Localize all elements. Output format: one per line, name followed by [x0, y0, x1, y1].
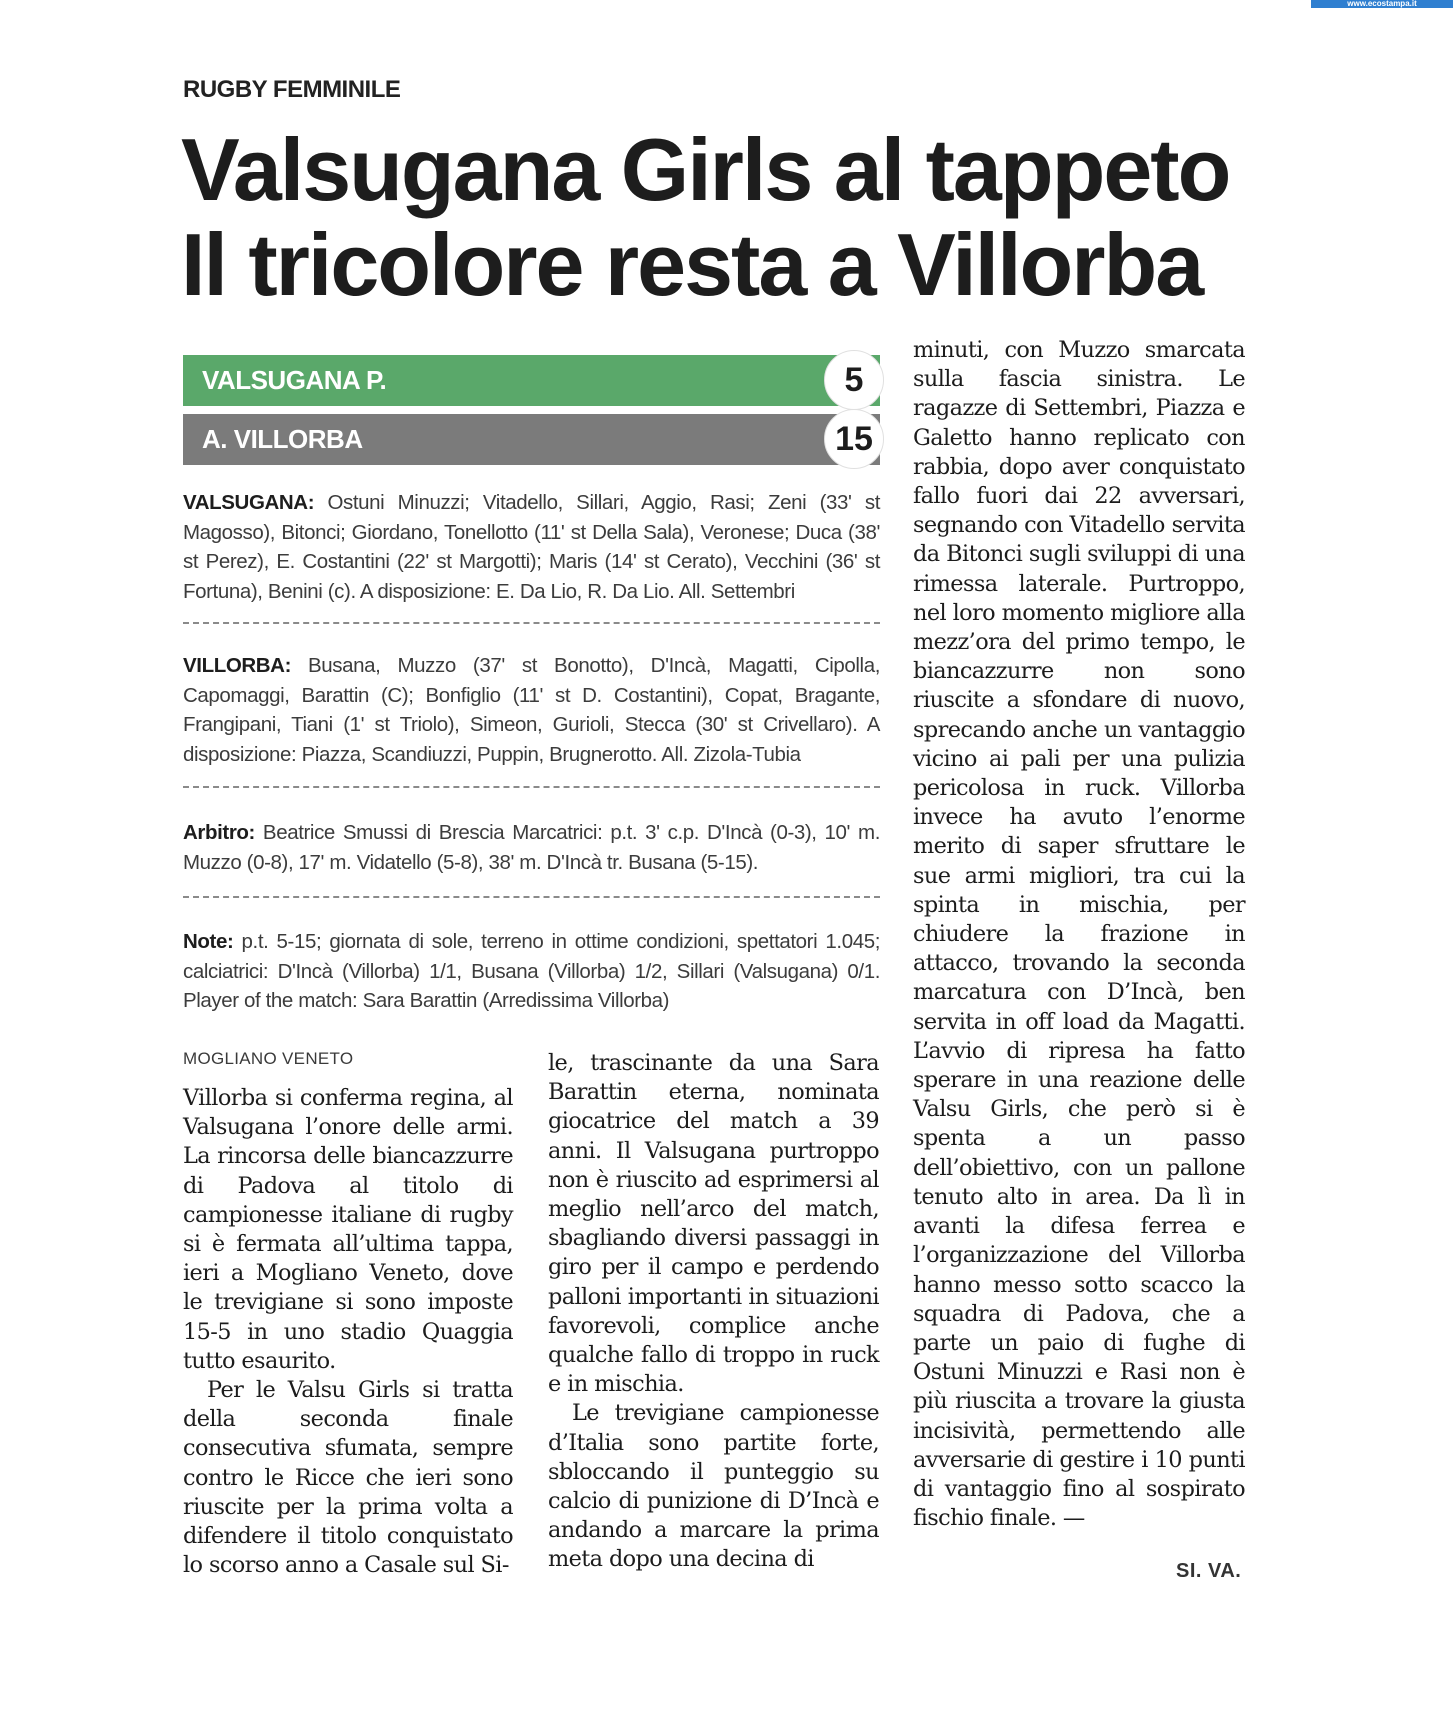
paragraph: Villorba si conferma regina, al Valsugana l’onore delle armi. La rincorsa delle biancazzurre di Padova al titolo di campionesse italiane di rugby si è fermata all’ultima tappa, ieri a Mogliano Veneto, dove le trevigiane si sono imposte 15-5 in uno stadio Quaggia tutto esaurito. — [183, 1085, 513, 1374]
notes-text: p.t. 5-15; giornata di sole, terreno in ottime condizioni, spettatori 1.045; calciatrici: D'Incà (Villorba) 1/1, Busana (Villorba) 1/2, Sillari (Valsugana) 0/1. Player of the match: Sara Barattin (Arredissima Villorba) — [183, 930, 880, 1012]
headline — [181, 122, 1281, 312]
score-row-away — [183, 414, 880, 465]
source-watermark: www.ecostampa.it — [1311, 0, 1453, 8]
lineup-villorba — [183, 651, 880, 769]
referee-info — [183, 818, 880, 877]
dateline: MOGLIANO VENETO — [183, 1049, 354, 1068]
score-row-home — [183, 355, 880, 406]
headline-line-2: Il tricolore resta a Villorba — [181, 215, 1203, 314]
lineup-valsugana — [183, 488, 880, 606]
home-score: 5 — [824, 350, 884, 410]
divider — [183, 896, 880, 898]
lineup-valsugana-text: Ostuni Minuzzi; Vitadello, Sillari, Aggio, Rasi; Zeni (33' st Magosso), Bitonci; Giordano, Tonellotto (11' st Della Sala), Veronese; Duca (38' st Perez), E. Costantini (22' st Margotti); Maris (14' st Cerato), Vecchini (36' st Fortuna), Benini (c). A disposizione: E. Da Lio, R. Da Lio. All. Settembri — [183, 491, 880, 603]
away-score: 15 — [824, 409, 884, 469]
notes-label: Note: — [183, 930, 234, 953]
lineup-villorba-text: Busana, Muzzo (37' st Bonotto), D'Incà, Magatti, Cipolla, Capomaggi, Barattin (C); Bonfiglio (11' st D. Costantini), Copat, Bragante, Frangipani, Tiani (1' st Triolo), Simeon, Gurioli, Stecca (30' st Crivellaro). A disposizione: Piazza, Scandiuzzi, Puppin, Brugnerotto. All. Zizola-Tubia — [183, 654, 880, 766]
article-column-1 — [183, 1084, 513, 1580]
author-signature: SI. VA. — [1176, 1560, 1242, 1582]
divider — [183, 622, 880, 624]
headline-line-1: Valsugana Girls al tappeto — [181, 120, 1230, 219]
paragraph: minuti, con Muzzo smarcata sulla fascia sinistra. Le ragazze di Settembri, Piazza e Galetto hanno replicato con rabbia, dopo aver conquistato fallo fuori dai 22 avversari, segnando con Vitadello servita da Bitonci sugli sviluppi di una rimessa laterale. Purtroppo, nel loro momento migliore alla mezz’ora del primo tempo, le biancazzurre non sono riuscite a sfondare di nuovo, sprecando anche un vantaggio vicino ai pali per una pulizia pericolosa in ruck. Villorba invece ha avuto l’enorme merito di saper sfruttare le sue armi migliori, tra cui la spinta in mischia, per chiudere la frazione in attacco, trovando la seconda marcatura con D’Incà, ben servita in off load da Magatti. L’avvio di ripresa ha fatto sperare in una reazione delle Valsu Girls, che però si è spenta a un passo dell’obiettivo, con un pallone tenuto alto in area. Da lì in avanti la difesa ferrea e l’organizzazione del Villorba hanno messo sotto scacco la squadra di Padova, che a parte un paio di fughe di Ostuni Minuzzi e Rasi non è più riuscita a trovare la giusta incisività, permettendo alle avversarie di gestire i 10 punti di vantaggio fino al sospirato fischio finale. — — [913, 337, 1245, 1532]
home-team-name: VALSUGANA P. — [202, 365, 387, 395]
paragraph: Le trevigiane campionesse d’Italia sono partite forte, sbloccando il punteggio su calcio di punizione di D’Incà e andando a marcare la prima meta dopo una decina di — [548, 1400, 879, 1573]
match-notes — [183, 927, 880, 1016]
lineup-villorba-label: VILLORBA: — [183, 654, 291, 677]
lineup-valsugana-label: VALSUGANA: — [183, 491, 315, 514]
referee-text: Beatrice Smussi di Brescia Marcatrici: p.t. 3' c.p. D'Incà (0-3), 10' m. Muzzo (0-8), 17' m. Vidatello (5-8), 38' m. D'Incà tr. Busana (5-15). — [183, 821, 880, 874]
referee-label: Arbitro: — [183, 821, 255, 844]
section-kicker: RUGBY FEMMINILE — [183, 76, 401, 103]
divider — [183, 786, 880, 788]
paragraph: le, trascinante da una Sara Barattin eterna, nominata giocatrice del match a 39 anni. Il Valsugana purtroppo non è riuscito ad esprimersi al meglio nell’arco del match, sbagliando diversi passaggi in giro per il campo e perdendo palloni importanti in situazioni favorevoli, complice anche qualche fallo di troppo in ruck e in mischia. — [548, 1050, 879, 1398]
article-column-2 — [548, 1049, 879, 1575]
article-column-3 — [913, 336, 1245, 1533]
paragraph: Per le Valsu Girls si tratta della seconda finale consecutiva sfumata, sempre contro le Ricce che ieri sono riuscite per la prima volta a difendere il titolo conquistato lo scorso anno a Casale sul Si- — [183, 1377, 513, 1579]
away-team-name: A. VILLORBA — [202, 424, 363, 454]
